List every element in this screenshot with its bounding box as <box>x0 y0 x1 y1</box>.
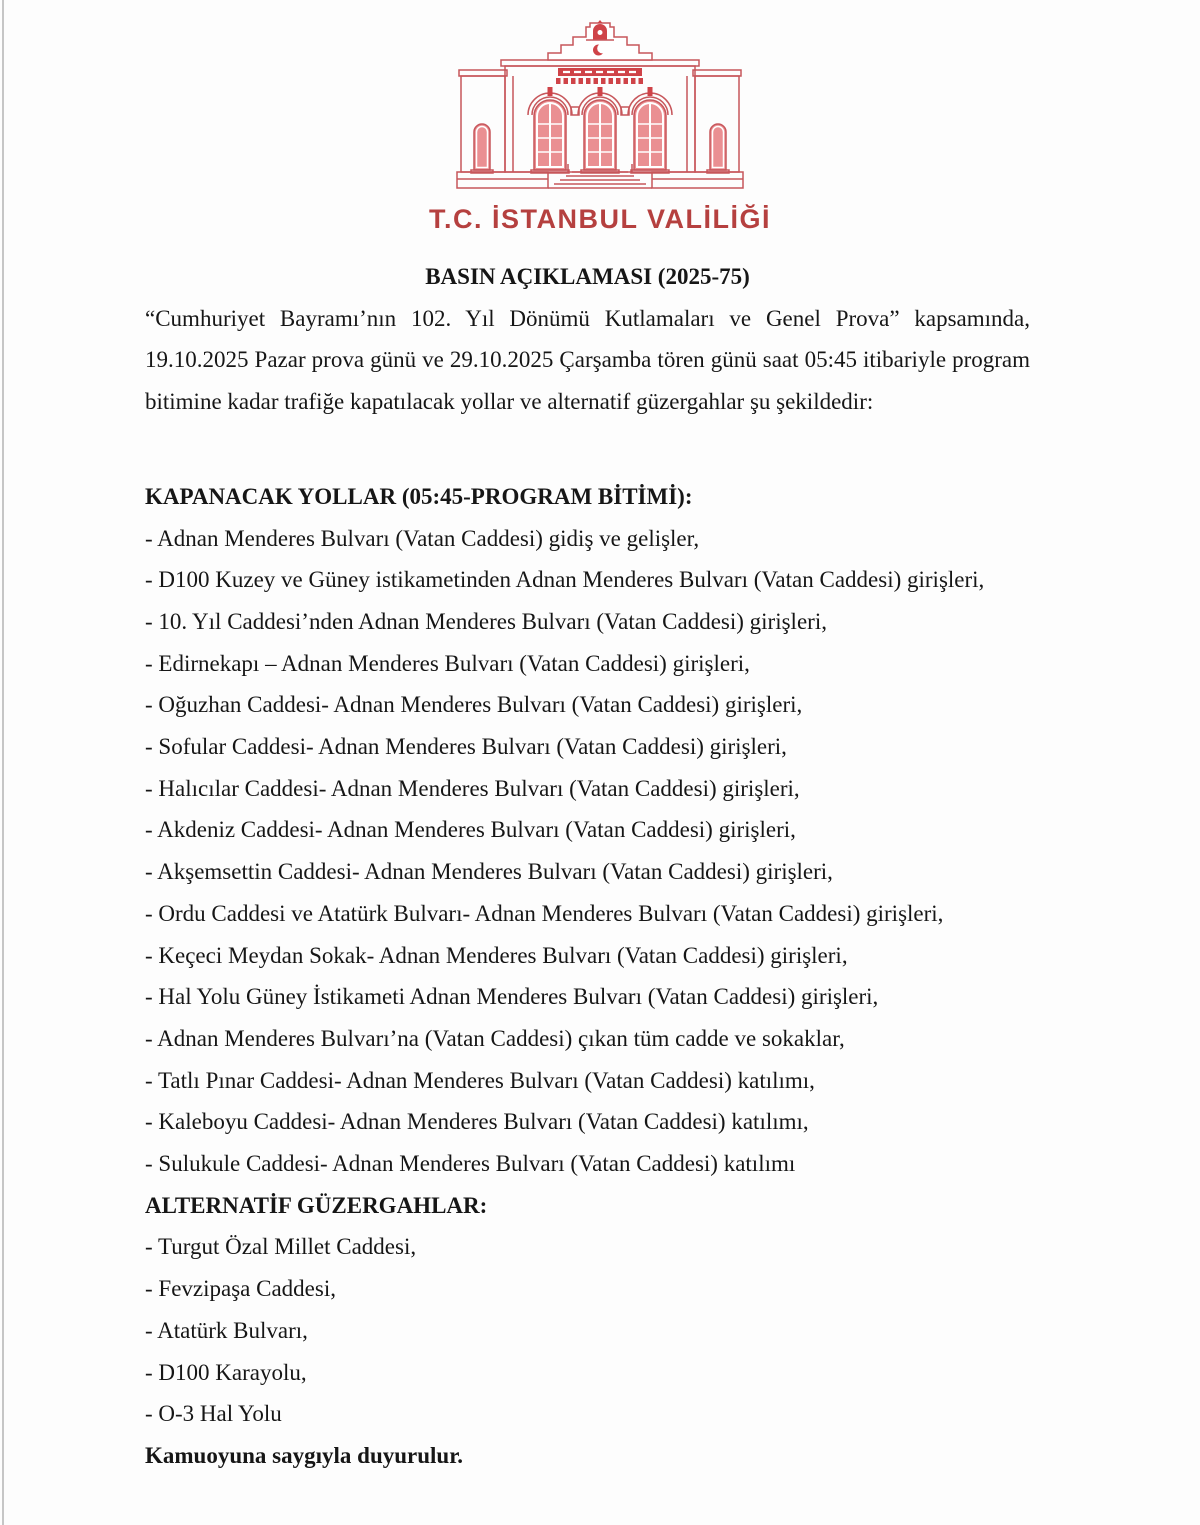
closed-road-item: - Ordu Caddesi ve Atatürk Bulvarı- Adnan Menderes Bulvarı (Vatan Caddesi) girişleri, <box>145 900 944 926</box>
intro-paragraph: “Cumhuriyet Bayramı’nın 102. Yıl Dönümü Kutlamaları ve Genel Prova” kapsamında, 19.10.2025 Pazar prova günü ve 29.10.2025 Çarşamba tören günü saat 05:45 itibariyle program bitimine kadar trafiğe kapatılacak yollar ve alternatif güzergahlar şu şekildedir: <box>145 305 1030 415</box>
alternative-route-item: - D100 Karayolu, <box>145 1359 307 1385</box>
closed-road-item: - Akşemsettin Caddesi- Adnan Menderes Bulvarı (Vatan Caddesi) girişleri, <box>145 859 833 885</box>
closed-road-item: - Adnan Menderes Bulvarı (Vatan Caddesi) gidiş ve gelişler, <box>145 525 700 551</box>
press-release-body <box>145 256 1030 1477</box>
closed-road-item: - Oğuzhan Caddesi- Adnan Menderes Bulvarı (Vatan Caddesi) girişleri, <box>145 692 803 718</box>
alternative-route-item: - O-3 Hal Yolu <box>145 1401 282 1427</box>
logo-caption: T.C. İSTANBUL VALİLİĞİ <box>429 204 771 234</box>
closed-road-item: - Edirnekapı – Adnan Menderes Bulvarı (Vatan Caddesi) girişleri, <box>145 650 750 676</box>
alternative-route-item: - Atatürk Bulvarı, <box>145 1317 308 1343</box>
alternative-route-item: - Turgut Özal Millet Caddesi, <box>145 1234 417 1260</box>
alternative-route-item: - Fevzipaşa Caddesi, <box>145 1276 336 1302</box>
valilik-building-logo-icon <box>455 20 745 198</box>
closing-statement: Kamuoyuna saygıyla duyurulur. <box>145 1442 464 1468</box>
closed-road-item: - Akdeniz Caddesi- Adnan Menderes Bulvarı (Vatan Caddesi) girişleri, <box>145 817 796 843</box>
closed-road-item: - Sofular Caddesi- Adnan Menderes Bulvarı (Vatan Caddesi) girişleri, <box>145 734 787 760</box>
governorship-logo <box>0 20 1200 235</box>
closed-road-item: - Kaleboyu Caddesi- Adnan Menderes Bulvarı (Vatan Caddesi) katılımı, <box>145 1109 809 1135</box>
closed-road-item: - 10. Yıl Caddesi’nden Adnan Menderes Bulvarı (Vatan Caddesi) girişleri, <box>145 608 827 634</box>
closed-roads-heading: KAPANACAK YOLLAR (05:45-PROGRAM BİTİMİ): <box>145 483 693 509</box>
closed-road-item: - Halıcılar Caddesi- Adnan Menderes Bulvarı (Vatan Caddesi) girişleri, <box>145 775 800 801</box>
closed-road-item: - D100 Kuzey ve Güney istikametinden Adnan Menderes Bulvarı (Vatan Caddesi) girişleri, <box>145 567 985 593</box>
closed-road-item: - Sulukule Caddesi- Adnan Menderes Bulvarı (Vatan Caddesi) katılımı <box>145 1151 796 1177</box>
closed-road-item: - Keçeci Meydan Sokak- Adnan Menderes Bulvarı (Vatan Caddesi) girişleri, <box>145 942 848 968</box>
closed-road-item: - Tatlı Pınar Caddesi- Adnan Menderes Bulvarı (Vatan Caddesi) katılımı, <box>145 1067 815 1093</box>
closed-road-item: - Hal Yolu Güney İstikameti Adnan Menderes Bulvarı (Vatan Caddesi) girişleri, <box>145 984 879 1010</box>
alternative-routes-heading: ALTERNATİF GÜZERGAHLAR: <box>145 1192 488 1218</box>
paragraph-gap <box>145 423 1030 476</box>
document-title: BASIN AÇIKLAMASI (2025-75) <box>425 264 750 289</box>
closed-road-item: - Adnan Menderes Bulvarı’na (Vatan Caddesi) çıkan tüm cadde ve sokaklar, <box>145 1025 845 1051</box>
